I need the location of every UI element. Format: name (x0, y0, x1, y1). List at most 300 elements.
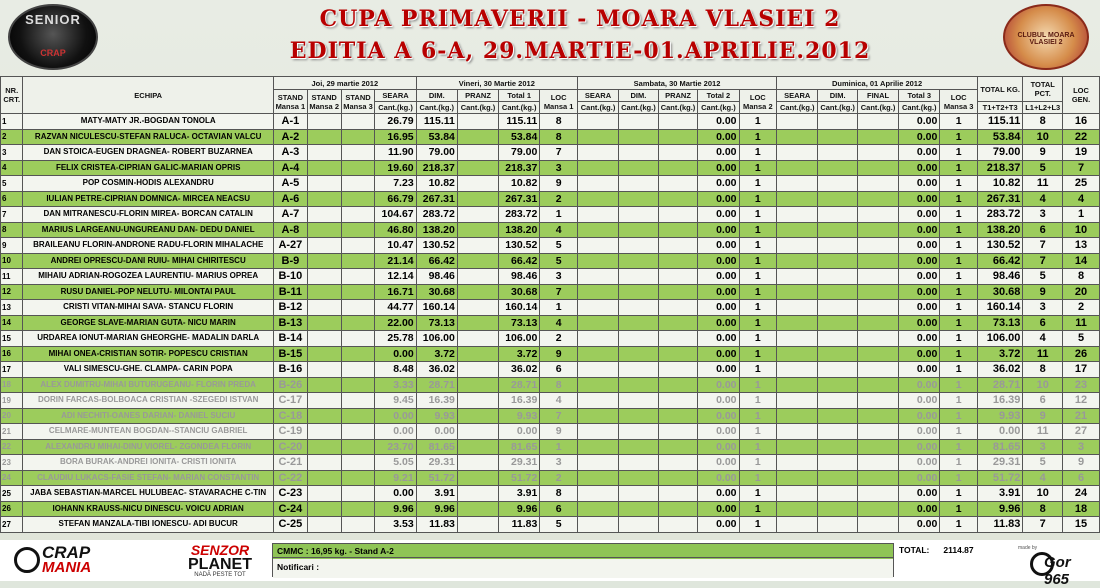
row-seara-1: 44.77 (375, 300, 416, 316)
row-total-1: 30.68 (499, 284, 540, 300)
row-stand-m1: A-1 (273, 114, 307, 130)
row-seara-1: 46.80 (375, 222, 416, 238)
row-seara-1: 0.00 (375, 486, 416, 502)
row-total-2: 0.00 (698, 424, 739, 440)
row-stand-m1: C-22 (273, 470, 307, 486)
row-stand-m1: B-9 (273, 253, 307, 269)
row-total-pct: 9 (1023, 408, 1063, 424)
table-row (1, 315, 1100, 331)
row-total-kg: 267.31 (977, 191, 1022, 207)
row-stand-m2 (307, 114, 341, 130)
row-stand-m1: B-15 (273, 346, 307, 362)
row-seara-3 (777, 408, 818, 424)
row-seara-1: 22.00 (375, 315, 416, 331)
row-seara-2 (577, 238, 618, 254)
row-stand-m2 (307, 408, 341, 424)
row-stand-m1: B-14 (273, 331, 307, 347)
row-total-2: 0.00 (698, 238, 739, 254)
row-loc-m1: 8 (540, 129, 578, 145)
row-pranz-2 (658, 377, 698, 393)
table-row (1, 191, 1100, 207)
row-dim-2 (619, 176, 659, 192)
row-loc-m3: 1 (940, 470, 978, 486)
row-pranz-2 (658, 362, 698, 378)
header-total-1: Total 1 (499, 90, 540, 102)
row-team: IOHANN KRAUSS-NICU DINESCU- VOICU ADRIAN (23, 501, 274, 517)
row-team: RUSU DANIEL-POP NELUTU- MILONTAI PAUL (23, 284, 274, 300)
row-final-3 (857, 114, 898, 130)
row-pranz-1 (457, 331, 498, 347)
row-total-3: 0.00 (899, 486, 940, 502)
row-dim-1: 53.84 (416, 129, 457, 145)
row-nr: 13 (1, 300, 23, 316)
table-row (1, 408, 1100, 424)
row-stand-m3 (341, 176, 375, 192)
row-total-3: 0.00 (899, 408, 940, 424)
row-pranz-1 (457, 424, 498, 440)
row-pranz-2 (658, 439, 698, 455)
row-total-1: 29.31 (499, 455, 540, 471)
row-total-1: 160.14 (499, 300, 540, 316)
row-loc-gen: 12 (1063, 393, 1100, 409)
row-team: RAZVAN NICULESCU-STEFAN RALUCA- OCTAVIAN VALCU (23, 129, 274, 145)
header-cant: Cant.(kg.) (416, 102, 457, 114)
row-total-2: 0.00 (698, 408, 739, 424)
row-seara-1: 26.79 (375, 114, 416, 130)
row-seara-3 (777, 238, 818, 254)
row-pranz-1 (457, 393, 498, 409)
header-dim-3: DIM. (818, 90, 858, 102)
row-dim-1: 130.52 (416, 238, 457, 254)
row-total-pct: 4 (1023, 191, 1063, 207)
row-pranz-1 (457, 346, 498, 362)
row-total-3: 0.00 (899, 362, 940, 378)
row-loc-gen: 8 (1063, 269, 1100, 285)
row-seara-3 (777, 331, 818, 347)
row-total-pct: 7 (1023, 517, 1063, 533)
row-team: FELIX CRISTEA-CIPRIAN GALIC-MARIAN OPRIS (23, 160, 274, 176)
row-dim-1: 28.71 (416, 377, 457, 393)
row-loc-m2: 1 (739, 377, 777, 393)
row-loc-m2: 1 (739, 470, 777, 486)
row-dim-1: 160.14 (416, 300, 457, 316)
row-total-pct: 9 (1023, 145, 1063, 161)
row-loc-gen: 21 (1063, 408, 1100, 424)
header-total-kg: TOTAL KG. (977, 77, 1022, 102)
row-seara-3 (777, 315, 818, 331)
row-final-3 (857, 284, 898, 300)
row-total-kg: 11.83 (977, 517, 1022, 533)
row-seara-1: 7.23 (375, 176, 416, 192)
row-loc-m3: 1 (940, 207, 978, 223)
row-dim-1: 0.00 (416, 424, 457, 440)
row-pranz-2 (658, 470, 698, 486)
row-total-kg: 28.71 (977, 377, 1022, 393)
row-team: CLAUDIU LUKACS-FASIE STEFAN- MARIAN CONSTANTIN (23, 470, 274, 486)
row-loc-m3: 1 (940, 517, 978, 533)
row-pranz-2 (658, 207, 698, 223)
row-total-2: 0.00 (698, 362, 739, 378)
row-total-kg: 73.13 (977, 315, 1022, 331)
row-total-3: 0.00 (899, 222, 940, 238)
gor-made-by: made by (1018, 545, 1038, 551)
row-stand-m3 (341, 253, 375, 269)
row-loc-m1: 5 (540, 517, 578, 533)
row-dim-1: 79.00 (416, 145, 457, 161)
row-stand-m2 (307, 284, 341, 300)
header-loc-gen: LOC GEN. (1063, 77, 1100, 114)
row-loc-m2: 1 (739, 300, 777, 316)
row-stand-m1: A-7 (273, 207, 307, 223)
row-seara-2 (577, 424, 618, 440)
row-total-pct: 10 (1023, 377, 1063, 393)
row-total-1: 130.52 (499, 238, 540, 254)
row-total-3: 0.00 (899, 501, 940, 517)
row-pranz-2 (658, 424, 698, 440)
row-stand-m1: C-23 (273, 486, 307, 502)
row-loc-m3: 1 (940, 160, 978, 176)
row-final-3 (857, 470, 898, 486)
header-day4: Duminica, 01 Aprilie 2012 (777, 77, 978, 90)
row-loc-gen: 22 (1063, 129, 1100, 145)
row-final-3 (857, 331, 898, 347)
row-total-2: 0.00 (698, 501, 739, 517)
row-loc-m2: 1 (739, 129, 777, 145)
row-total-2: 0.00 (698, 300, 739, 316)
row-stand-m2 (307, 517, 341, 533)
row-nr: 1 (1, 114, 23, 130)
row-nr: 26 (1, 501, 23, 517)
row-loc-gen: 17 (1063, 362, 1100, 378)
row-pranz-1 (457, 284, 498, 300)
row-nr: 8 (1, 222, 23, 238)
table-row (1, 377, 1100, 393)
row-total-kg: 130.52 (977, 238, 1022, 254)
row-total-pct: 3 (1023, 207, 1063, 223)
row-total-2: 0.00 (698, 486, 739, 502)
row-seara-1: 10.47 (375, 238, 416, 254)
row-total-3: 0.00 (899, 393, 940, 409)
row-total-2: 0.00 (698, 346, 739, 362)
row-stand-m2 (307, 207, 341, 223)
row-dim-2 (619, 470, 659, 486)
row-dim-2 (619, 191, 659, 207)
row-total-kg: 79.00 (977, 145, 1022, 161)
row-loc-m1: 8 (540, 377, 578, 393)
row-stand-m1: B-10 (273, 269, 307, 285)
row-dim-1: 218.37 (416, 160, 457, 176)
row-total-kg: 160.14 (977, 300, 1022, 316)
row-dim-2 (619, 408, 659, 424)
table-row (1, 439, 1100, 455)
row-total-3: 0.00 (899, 114, 940, 130)
row-total-1: 138.20 (499, 222, 540, 238)
row-stand-m1: A-6 (273, 191, 307, 207)
row-total-3: 0.00 (899, 377, 940, 393)
row-team: MATY-MATY JR.-BOGDAN TONOLA (23, 114, 274, 130)
page-title: CUPA PRIMAVERII - MOARA VLASIEI 2 (319, 6, 841, 32)
row-total-1: 9.96 (499, 501, 540, 517)
row-seara-1: 9.21 (375, 470, 416, 486)
row-dim-3 (818, 284, 858, 300)
row-dim-2 (619, 377, 659, 393)
row-dim-3 (818, 331, 858, 347)
row-seara-2 (577, 455, 618, 471)
header-echipa: ECHIPA (23, 77, 274, 114)
row-seara-3 (777, 393, 818, 409)
info-box (272, 543, 894, 577)
row-total-2: 0.00 (698, 222, 739, 238)
row-pranz-2 (658, 393, 698, 409)
row-loc-m3: 1 (940, 191, 978, 207)
row-total-pct: 3 (1023, 439, 1063, 455)
row-dim-2 (619, 315, 659, 331)
row-total-pct: 6 (1023, 393, 1063, 409)
row-loc-m3: 1 (940, 486, 978, 502)
header-pranz-2: PRANZ (658, 90, 698, 102)
row-total-2: 0.00 (698, 517, 739, 533)
table-row (1, 160, 1100, 176)
crapmania-top-text: CRAP (42, 543, 91, 562)
gor-text: Gor 965 (1044, 554, 1071, 588)
row-team: IULIAN PETRE-CIPRIAN DOMNICA- MIRCEA NEACSU (23, 191, 274, 207)
row-total-3: 0.00 (899, 207, 940, 223)
row-stand-m2 (307, 253, 341, 269)
row-seara-3 (777, 300, 818, 316)
row-stand-m3 (341, 160, 375, 176)
row-loc-m1: 3 (540, 160, 578, 176)
row-loc-gen: 6 (1063, 470, 1100, 486)
header-total-2: Total 2 (698, 90, 739, 102)
row-loc-gen: 2 (1063, 300, 1100, 316)
row-dim-3 (818, 191, 858, 207)
row-final-3 (857, 269, 898, 285)
table-row (1, 486, 1100, 502)
row-total-3: 0.00 (899, 455, 940, 471)
row-final-3 (857, 253, 898, 269)
row-dim-3 (818, 455, 858, 471)
row-team: DORIN FARCAS-BOLBOACA CRISTIAN -SZEGEDI ISTVAN (23, 393, 274, 409)
row-total-3: 0.00 (899, 300, 940, 316)
row-pranz-2 (658, 315, 698, 331)
row-dim-1: 9.93 (416, 408, 457, 424)
row-pranz-2 (658, 300, 698, 316)
row-stand-m2 (307, 501, 341, 517)
header-cant: Cant.(kg.) (658, 102, 698, 114)
row-loc-m2: 1 (739, 269, 777, 285)
row-stand-m2 (307, 145, 341, 161)
row-total-kg: 283.72 (977, 207, 1022, 223)
row-stand-m3 (341, 408, 375, 424)
row-seara-3 (777, 191, 818, 207)
row-dim-1: 73.13 (416, 315, 457, 331)
row-total-pct: 11 (1023, 424, 1063, 440)
row-dim-1: 51.72 (416, 470, 457, 486)
header-day2: Vineri, 30 Martie 2012 (416, 77, 577, 90)
row-pranz-1 (457, 517, 498, 533)
row-stand-m2 (307, 160, 341, 176)
row-dim-3 (818, 439, 858, 455)
row-stand-m2 (307, 300, 341, 316)
row-total-2: 0.00 (698, 439, 739, 455)
row-total-pct: 5 (1023, 455, 1063, 471)
row-total-pct: 11 (1023, 176, 1063, 192)
table-row (1, 362, 1100, 378)
grand-total-value: 2114.87 (943, 545, 974, 555)
row-loc-m3: 1 (940, 377, 978, 393)
row-seara-3 (777, 176, 818, 192)
row-dim-3 (818, 238, 858, 254)
row-total-1: 3.91 (499, 486, 540, 502)
row-stand-m1: B-16 (273, 362, 307, 378)
row-pranz-1 (457, 114, 498, 130)
row-loc-m3: 1 (940, 408, 978, 424)
row-loc-m1: 9 (540, 424, 578, 440)
row-seara-2 (577, 362, 618, 378)
senzor-bottom-text: PLANET (188, 556, 252, 573)
row-seara-1: 25.78 (375, 331, 416, 347)
row-stand-m1: A-4 (273, 160, 307, 176)
row-total-pct: 10 (1023, 486, 1063, 502)
row-seara-2 (577, 222, 618, 238)
row-total-1: 66.42 (499, 253, 540, 269)
row-dim-2 (619, 145, 659, 161)
row-total-kg: 30.68 (977, 284, 1022, 300)
row-total-3: 0.00 (899, 346, 940, 362)
row-loc-m3: 1 (940, 439, 978, 455)
row-seara-2 (577, 408, 618, 424)
row-loc-gen: 25 (1063, 176, 1100, 192)
row-dim-3 (818, 207, 858, 223)
row-total-1: 106.00 (499, 331, 540, 347)
row-pranz-2 (658, 501, 698, 517)
row-seara-2 (577, 377, 618, 393)
row-stand-m3 (341, 269, 375, 285)
row-dim-1: 66.42 (416, 253, 457, 269)
row-dim-2 (619, 517, 659, 533)
row-stand-m2 (307, 346, 341, 362)
row-pranz-1 (457, 145, 498, 161)
row-loc-gen: 15 (1063, 517, 1100, 533)
table-row (1, 222, 1100, 238)
row-loc-m2: 1 (739, 455, 777, 471)
row-seara-2 (577, 269, 618, 285)
row-loc-m1: 4 (540, 315, 578, 331)
row-final-3 (857, 145, 898, 161)
row-stand-m2 (307, 424, 341, 440)
row-seara-1: 21.14 (375, 253, 416, 269)
row-loc-m1: 1 (540, 439, 578, 455)
row-seara-3 (777, 486, 818, 502)
row-loc-m2: 1 (739, 145, 777, 161)
row-stand-m3 (341, 331, 375, 347)
row-pranz-2 (658, 455, 698, 471)
table-row (1, 501, 1100, 517)
row-dim-3 (818, 346, 858, 362)
row-pranz-1 (457, 300, 498, 316)
row-total-3: 0.00 (899, 253, 940, 269)
row-nr: 4 (1, 160, 23, 176)
row-seara-3 (777, 424, 818, 440)
row-stand-m1: B-11 (273, 284, 307, 300)
row-stand-m3 (341, 114, 375, 130)
row-total-pct: 4 (1023, 331, 1063, 347)
header-cant: Cant.(kg.) (698, 102, 739, 114)
row-loc-m3: 1 (940, 145, 978, 161)
row-stand-m2 (307, 331, 341, 347)
row-total-kg: 29.31 (977, 455, 1022, 471)
row-seara-2 (577, 284, 618, 300)
row-loc-m3: 1 (940, 284, 978, 300)
row-loc-m2: 1 (739, 424, 777, 440)
row-nr: 2 (1, 129, 23, 145)
row-team: POP COSMIN-HODIS ALEXANDRU (23, 176, 274, 192)
header-cant: Cant.(kg.) (499, 102, 540, 114)
row-dim-3 (818, 393, 858, 409)
row-total-kg: 36.02 (977, 362, 1022, 378)
row-final-3 (857, 176, 898, 192)
row-team: MIHAI ONEA-CRISTIAN SOTIR- POPESCU CRISTIAN (23, 346, 274, 362)
row-dim-1: 81.65 (416, 439, 457, 455)
row-pranz-2 (658, 331, 698, 347)
header-cant: Cant.(kg.) (818, 102, 858, 114)
row-nr: 20 (1, 408, 23, 424)
row-nr: 10 (1, 253, 23, 269)
row-seara-1: 5.05 (375, 455, 416, 471)
row-dim-3 (818, 114, 858, 130)
row-loc-m3: 1 (940, 269, 978, 285)
row-loc-m1: 6 (540, 501, 578, 517)
row-total-kg: 16.39 (977, 393, 1022, 409)
row-seara-1: 16.95 (375, 129, 416, 145)
row-loc-m3: 1 (940, 331, 978, 347)
row-nr: 21 (1, 424, 23, 440)
row-loc-m2: 1 (739, 362, 777, 378)
row-nr: 6 (1, 191, 23, 207)
row-total-1: 16.39 (499, 393, 540, 409)
row-stand-m1: B-13 (273, 315, 307, 331)
row-nr: 24 (1, 470, 23, 486)
row-total-2: 0.00 (698, 284, 739, 300)
row-total-pct: 6 (1023, 222, 1063, 238)
row-dim-2 (619, 284, 659, 300)
row-dim-1: 29.31 (416, 455, 457, 471)
row-seara-1: 9.96 (375, 501, 416, 517)
row-stand-m1: C-17 (273, 393, 307, 409)
row-nr: 27 (1, 517, 23, 533)
row-seara-1: 11.90 (375, 145, 416, 161)
row-loc-gen: 5 (1063, 331, 1100, 347)
row-loc-m3: 1 (940, 424, 978, 440)
table-row (1, 207, 1100, 223)
row-nr: 11 (1, 269, 23, 285)
row-stand-m3 (341, 424, 375, 440)
row-loc-m1: 9 (540, 346, 578, 362)
row-team: MIHAIU ADRIAN-ROGOZEA LAURENTIU- MARIUS OPREA (23, 269, 274, 285)
row-total-1: 10.82 (499, 176, 540, 192)
gor965-logo (1014, 545, 1094, 588)
row-pranz-1 (457, 253, 498, 269)
row-dim-1: 115.11 (416, 114, 457, 130)
row-nr: 25 (1, 486, 23, 502)
row-final-3 (857, 408, 898, 424)
row-seara-3 (777, 439, 818, 455)
row-seara-3 (777, 284, 818, 300)
row-seara-3 (777, 253, 818, 269)
grand-total-label: TOTAL: (899, 545, 930, 555)
row-seara-1: 3.53 (375, 517, 416, 533)
row-dim-2 (619, 253, 659, 269)
